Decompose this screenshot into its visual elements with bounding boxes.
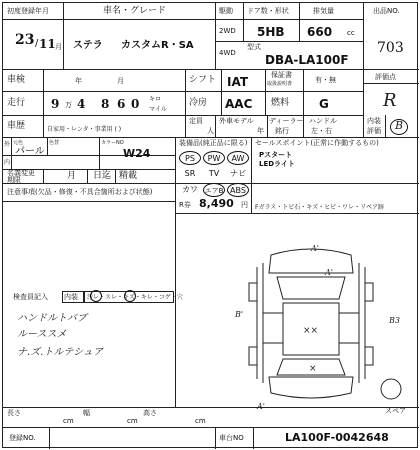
capacity-label: 定員 <box>189 117 203 125</box>
mileage-man-unit: 万 <box>65 101 72 109</box>
chassis-no-value: LA100F-0042648 <box>285 431 389 444</box>
length-label: 長さ <box>7 409 21 417</box>
equipment-pw: PW <box>203 151 225 165</box>
name-grade-label: 車名・グレード <box>103 6 167 16</box>
chassis-no-label: 車台NO <box>219 434 244 442</box>
original-color-label: 元色 <box>13 140 24 146</box>
interior-grade-circle <box>390 119 408 135</box>
interior-dirt-circle <box>90 290 102 302</box>
fuel-label: 燃料 <box>271 98 290 108</box>
displacement-value: 660 <box>307 25 333 39</box>
drive-label: 駆動 <box>219 7 233 15</box>
precision-label: 精載 <box>119 171 138 181</box>
drive-4wd: 4WD <box>219 49 236 57</box>
sales-point-pstart: Pスタート <box>259 151 293 159</box>
first-registration-year: 23 <box>15 32 35 48</box>
length-unit: cm <box>63 417 74 425</box>
slash-mark: / <box>35 38 39 49</box>
glass-parts-list: Fガラス・トビ石・キズ・ヒビ・ワレ・リペア跡 <box>255 204 385 211</box>
door-shape-value: 5HB <box>257 25 285 39</box>
mile-unit: マイル <box>149 106 167 113</box>
lot-label: 出品NO. <box>373 7 400 15</box>
car-body-diagram <box>241 243 381 403</box>
color-change-label: 色替 <box>49 140 60 146</box>
warranty-label: 保証書 <box>271 71 292 79</box>
registration-no-label: 登録NO. <box>9 434 36 442</box>
km-unit: キロ <box>149 96 162 103</box>
category-label: 車歴 <box>7 121 26 131</box>
mileage-label: 走行 <box>7 98 26 108</box>
name-change-month-unit: 月 <box>67 171 77 181</box>
name-change-label: 名義変更 <box>7 169 35 177</box>
interior-items: 汚レ・スレ・キズ・キレ・コゲ・穴 <box>87 294 183 301</box>
door-shape-label: ドア数・形状 <box>247 7 289 15</box>
drive-2wd: 2WD <box>219 27 236 35</box>
mileage-digit-3: 8 <box>101 97 110 111</box>
mileage-digit-4: 6 <box>117 97 126 111</box>
first-registration-label: 初度登録年月 <box>7 7 49 15</box>
equipment-tv: TV <box>208 169 220 178</box>
model-label: 型式 <box>247 43 261 51</box>
notes-label: 注意事項(欠品・修復・不具合箇所および状態) <box>7 188 153 196</box>
lot-number: 703 <box>377 40 404 56</box>
color-no-value: W24 <box>123 147 151 160</box>
foreign-model-unit: 年 <box>257 127 264 135</box>
outside-color-value: パール <box>15 146 45 157</box>
equipment-ps: PS <box>179 151 201 165</box>
foreign-model-label: 外車モデル <box>219 117 254 125</box>
fuel-value: G <box>319 97 329 111</box>
auction-inspection-sheet <box>2 2 418 448</box>
spare-tire-label: スペア <box>385 407 406 415</box>
inspector-label: 検査員記入 <box>13 293 48 301</box>
color-no-label: カラーNO <box>101 140 124 146</box>
sales-points-title: セールスポイント(正常に作動するもの) <box>255 139 379 147</box>
damage-mark-rear-left: A' <box>257 402 265 411</box>
handle-value: 左・右 <box>311 127 332 135</box>
recycle-value: 8,490 <box>199 197 234 210</box>
inspection-year-unit: 年 <box>75 77 82 85</box>
model-value: DBA-LA100F <box>265 53 349 67</box>
equipment-airbag: エアB <box>203 183 225 197</box>
shift-value: IAT <box>227 75 249 89</box>
interior-scratch-circle <box>124 290 136 302</box>
damage-mark-right: B3 <box>389 316 400 325</box>
interior-grade-label: 内装 <box>367 117 381 125</box>
outside-color-label: 外 <box>4 141 11 148</box>
damage-mark-front: A' <box>311 244 319 253</box>
inside-color-label: 内 <box>4 159 11 166</box>
warranty-sub-label: 取扱説明書 <box>267 81 293 87</box>
mileage-digit-1: 9 <box>51 97 60 111</box>
damage-mark-rear: × <box>309 364 317 374</box>
first-registration-month: 11 <box>39 37 56 51</box>
sales-point-led: LEDライト <box>259 160 295 168</box>
name-change-deadline: 期限 <box>7 176 21 184</box>
warranty-value: 有・無 <box>315 76 336 84</box>
equipment-aw: AW <box>227 151 249 165</box>
height-label: 高さ <box>143 409 157 417</box>
month-unit: 月 <box>55 43 62 51</box>
equipment-leather: カワ <box>182 185 198 194</box>
dealer-unit: 銘行 <box>275 127 289 135</box>
interior-grade-sub: 評価 <box>367 127 381 135</box>
cc-unit: cc <box>347 29 355 37</box>
capacity-unit: 人 <box>207 127 214 135</box>
category-options: 自家用・レンタ・事業用 ( ) <box>47 126 122 133</box>
interior-items-label: 内装 <box>64 293 78 301</box>
width-label: 幅 <box>83 409 90 417</box>
equipment-abs: ABS <box>227 183 249 197</box>
shift-label: シフト <box>189 75 217 85</box>
recycle-label: R券 <box>179 201 191 209</box>
damage-mark-roof: ×× <box>303 326 319 336</box>
interior-grade-value: B <box>395 119 404 132</box>
damage-mark-front-right: A' <box>325 268 333 277</box>
inspector-note-3: ナ.ズ.トルテシュア <box>17 347 103 358</box>
handle-label: ハンドル <box>309 117 337 125</box>
grade-label: 評価点 <box>375 73 396 81</box>
equipment-sr: SR <box>184 169 196 178</box>
inspection-label: 車検 <box>7 75 26 85</box>
recycle-unit: 円 <box>241 201 248 209</box>
inspection-month-unit: 月 <box>117 77 124 85</box>
displacement-label: 排気量 <box>313 7 334 15</box>
ac-value: AAC <box>225 97 253 111</box>
car-grade: カスタムR・SA <box>121 40 194 51</box>
dealer-label: ディーラー <box>269 117 304 125</box>
height-unit: cm <box>195 417 206 425</box>
equipment-navi: ナビ <box>230 169 246 178</box>
inspector-note-1: ハンドルトバブ <box>17 313 87 324</box>
grade-value: R <box>383 90 397 111</box>
inspector-note-2: ルーススメ <box>17 329 67 340</box>
equipment-title: 装備品(純正品に限る) <box>179 139 248 147</box>
damage-mark-left: B' <box>235 310 244 319</box>
car-name: ステラ <box>73 40 103 51</box>
mileage-digit-5: 0 <box>131 97 140 111</box>
ac-label: 冷房 <box>189 98 208 108</box>
width-unit: cm <box>127 417 138 425</box>
mileage-digit-2: 4 <box>77 97 86 111</box>
name-change-day-unit: 日迄 <box>93 171 112 181</box>
